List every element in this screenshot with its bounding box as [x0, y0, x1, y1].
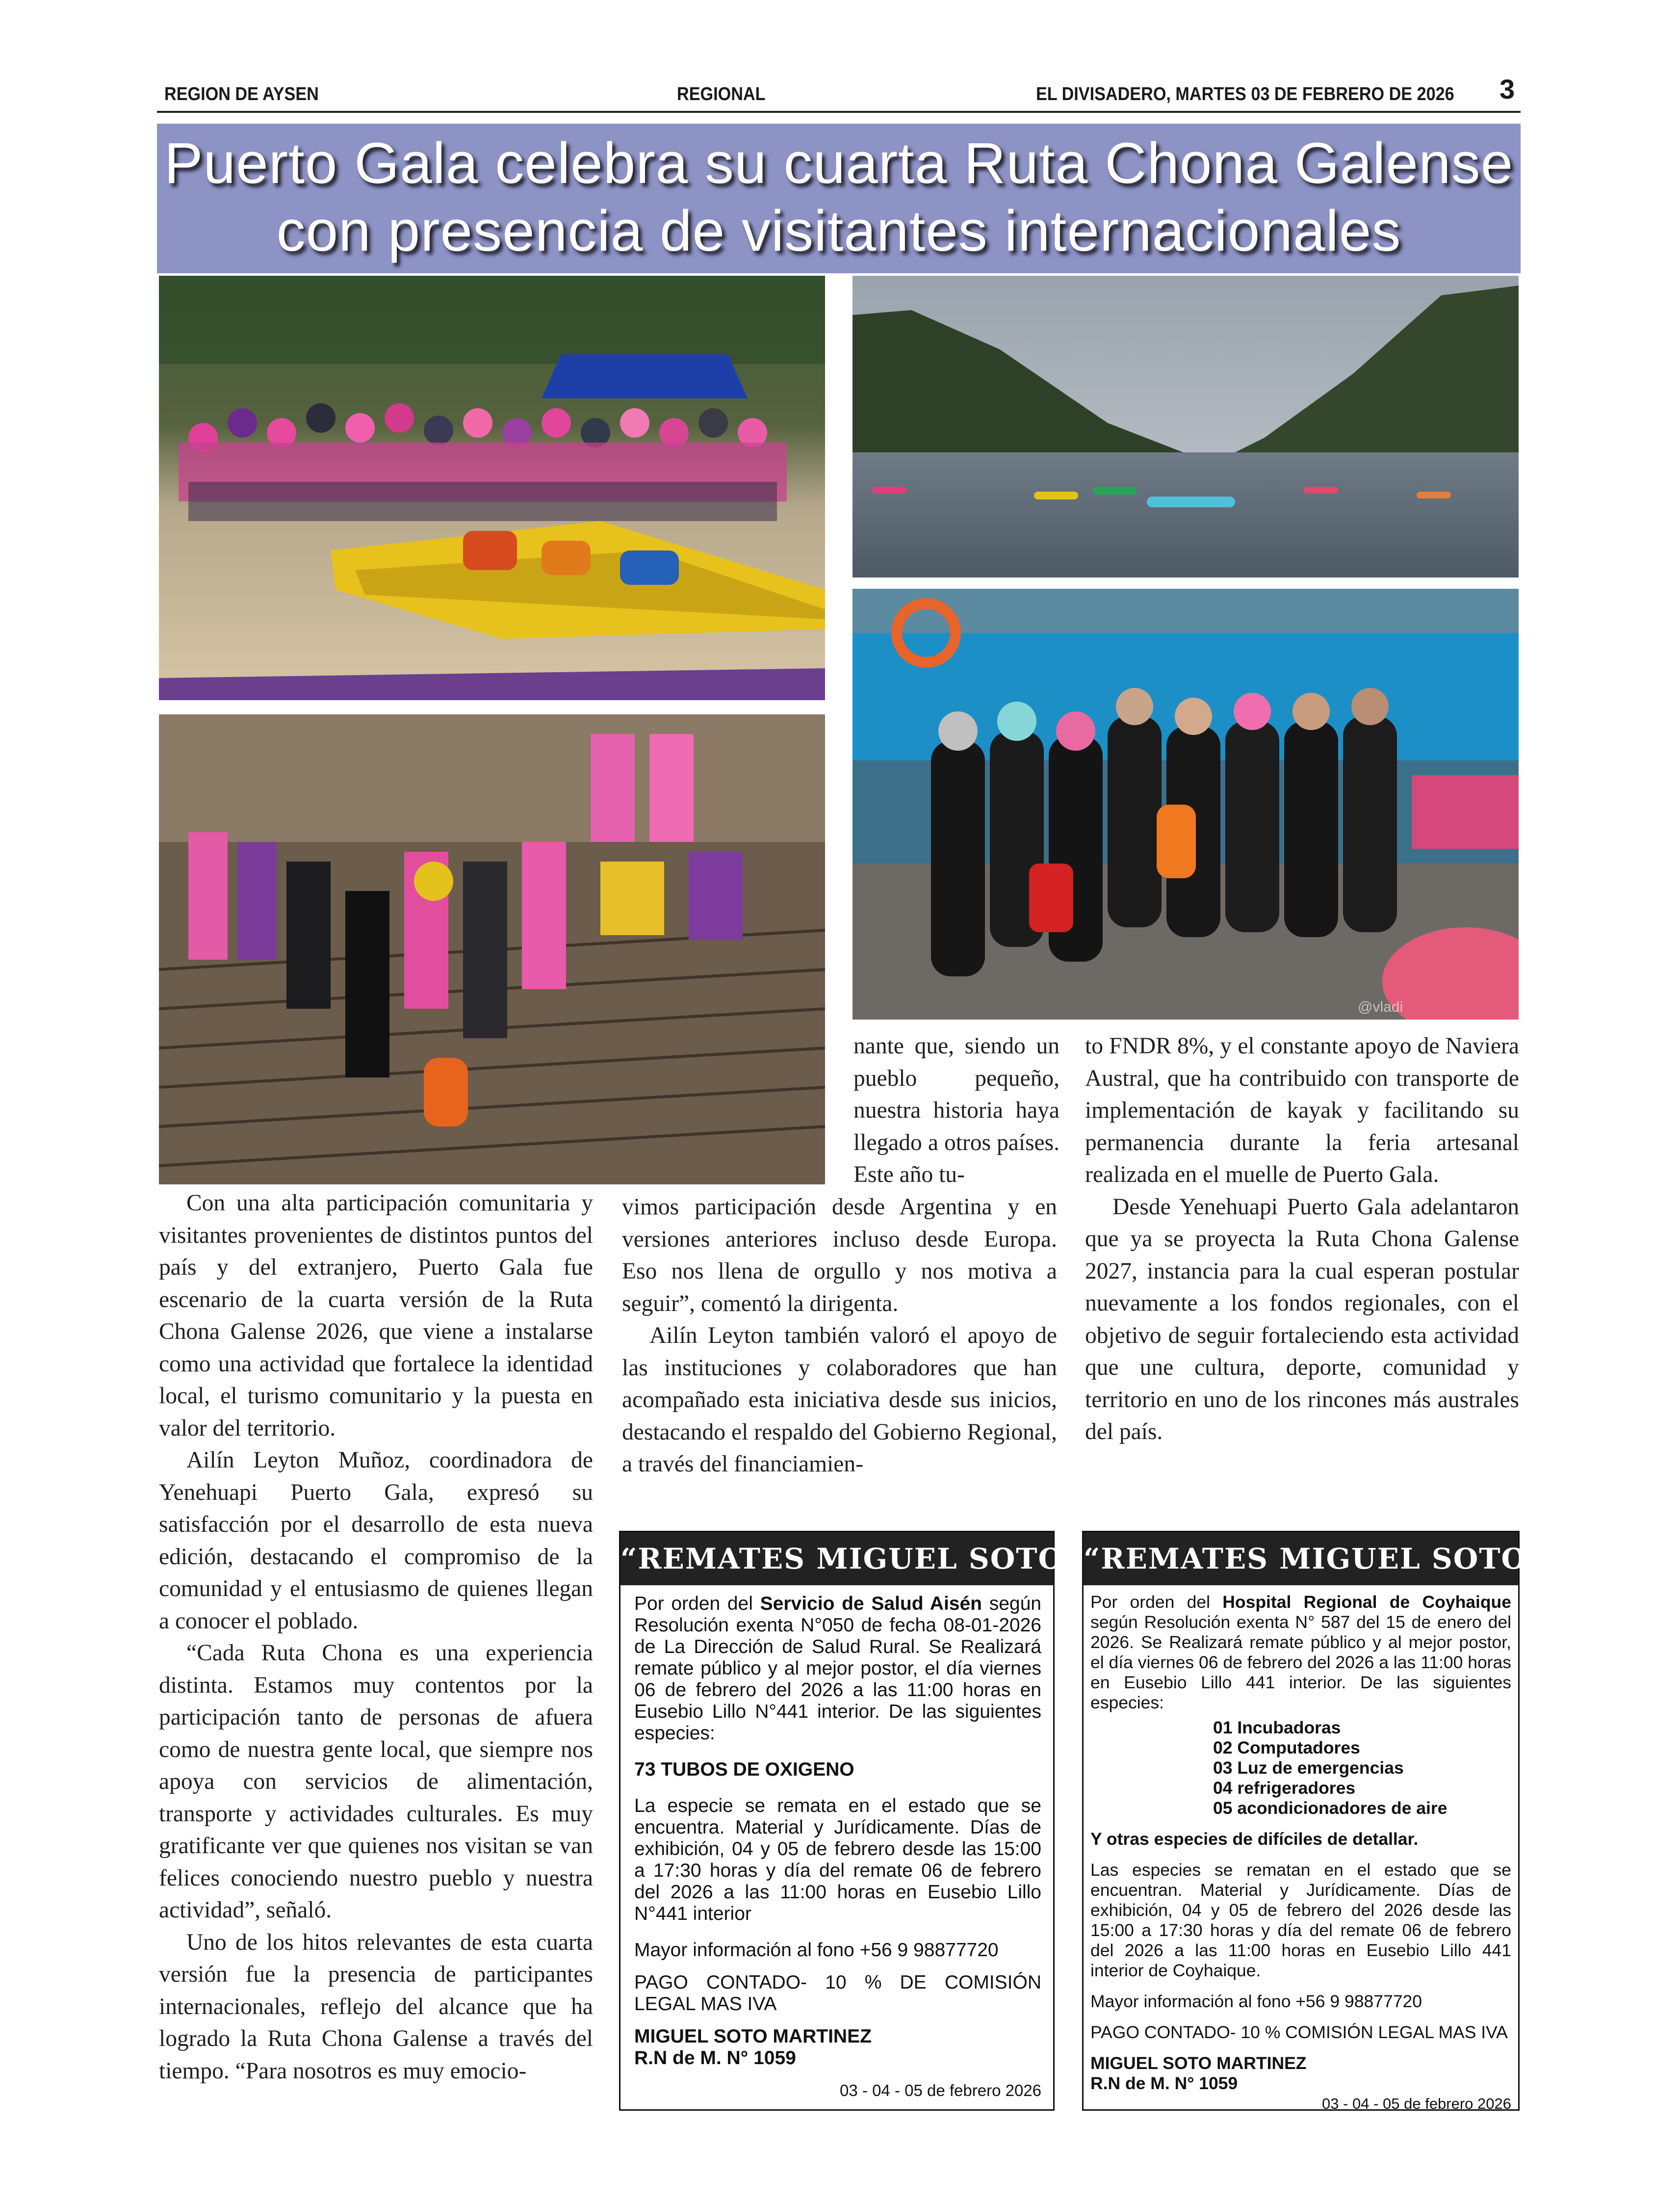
photo-swimmers-boat: [853, 589, 1519, 1020]
auction-conditions: La especie se remata en el estado que se encuentra. Material y Jurídicamente. Días de exhibición, 04 y 05 de febrero desde las 15:00 a 17:30 horas y día del remate 06 de febrero del 2026 a las 11:00 horas en Eusebio Lillo N°441 interior: [634, 1795, 1041, 1924]
header-rule: [157, 111, 1521, 113]
article-paragraph: Ailín Leyton Muñoz, coordinadora de Yenehuapi Puerto Gala, expresó su satisfacción por el desarrollo de esta nueva edición, destacando el compromiso de la comunidad y el entusiasmo de quienes llegan a conocer el poblado.: [159, 1447, 593, 1634]
auction-payment: PAGO CONTADO- 10 % COMISIÓN LEGAL MAS IVA: [1090, 2022, 1508, 2042]
auction-notice-1: [619, 1531, 1082, 2111]
list-item: 05 acondicionadores de aire: [1213, 1798, 1447, 1818]
auction-intro: Por orden del Servicio de Salud Aisén según Resolución exenta N°050 de fecha 08-01-2026 de La Dirección de Salud Rural. Se Realizará remate público y al mejor postor, el día viernes 06 de febrero del 2026 a las 11:00 horas en Eusebio Lillo N°441 interior. De las siguientes especies:: [634, 1593, 1041, 1744]
publication-dates: 03 - 04 - 05 de febrero 2026: [840, 2081, 1041, 2099]
auction-intro: Por orden del Hospital Regional de Coyhaique según Resolución exenta N° 587 del 15 de enero del 2026. Se Realizará remate público y al mejor postor, el día viernes 06 de febrero del 2026 a las 11:00 horas en Eusebio Lillo 441 interior. De las siguientes especies:: [1090, 1592, 1511, 1712]
auction-items-list: [1213, 1718, 1511, 1818]
photo-group-beach-kayaks: [159, 276, 825, 700]
article-paragraph: vimos participación desde Argentina y en versiones anteriores incluso desde Europa. Eso nos llena de orgullo y nos motiva a seguir”, comentó la dirigenta.: [622, 1194, 1057, 1316]
auctioneer-name: MIGUEL SOTO MARTINEZ: [634, 2026, 872, 2047]
paper-date: EL DIVISADERO, MARTES 03 DE FEBRERO DE 2026: [1036, 84, 1454, 105]
article-paragraph: Desde Yenehuapi Puerto Gala adelantaron que ya se proyecta la Ruta Chona Galense 2027, instancia para la cual esperan postular nuevamente a los fondos regionales, con el objetivo de seguir fortaleciendo esta actividad que une cultura, deporte, comunidad y territorio en uno de los rincones más australes del país.: [1085, 1194, 1519, 1444]
headline-line-2: con presencia de visitantes internacionales: [276, 199, 1401, 263]
auction-phone: Mayor información al fono +56 9 98877720: [634, 1940, 999, 1961]
auctioneer-registration: R.N de M. N° 1059: [1090, 2073, 1238, 2093]
section-label-center: REGIONAL: [677, 84, 766, 105]
auctioneer-registration: R.N de M. N° 1059: [634, 2047, 796, 2069]
article-column-2: [622, 1191, 1057, 1481]
auction-other-items: Y otras especies de difíciles de detallar.: [1090, 1829, 1419, 1849]
photo-watermark: @vladi: [1358, 999, 1403, 1015]
auction-notice-heading: “REMATES MIGUEL SOTO”: [1084, 1532, 1518, 1585]
auction-notice-2: [1082, 1531, 1545, 2112]
headline-line-1: Puerto Gala celebra su cuarta Ruta Chona Galense: [164, 131, 1514, 196]
article-column-2-top: [853, 1030, 1060, 1191]
article-paragraph: nante que, siendo un pueblo pequeño, nuestra historia haya llegado a otros países. Este año tu-: [853, 1033, 1060, 1187]
list-item: 03 Luz de emergencias: [1213, 1758, 1404, 1778]
list-item: 02 Computadores: [1213, 1738, 1360, 1757]
page-number: 3: [1499, 74, 1515, 105]
article-column-3: [1085, 1030, 1519, 1448]
article-paragraph: to FNDR 8%, y el constante apoyo de Naviera Austral, que ha contribuido con transporte de implementación de kayak y facilitando su permanencia durante la feria artesanal realizada en el muelle de Puerto Gala.: [1085, 1033, 1519, 1187]
photo-kayaks-fjord: [853, 276, 1519, 577]
ordering-institution: Hospital Regional de Coyhaique: [1222, 1592, 1511, 1612]
auctioneer-name: MIGUEL SOTO MARTINEZ: [1090, 2053, 1307, 2073]
section-label-left: REGION DE AYSEN: [164, 84, 319, 105]
ordering-institution: Servicio de Salud Aisén: [760, 1593, 982, 1614]
auction-item: 73 TUBOS DE OXIGENO: [634, 1759, 854, 1780]
auction-payment: PAGO CONTADO- 10 % DE COMISIÓN LEGAL MAS IVA: [634, 1972, 1041, 2015]
auction-conditions: Las especies se rematan en el estado que se encuentran. Material y Jurídicamente. Días de exhibición, 04 y 05 de febrero del 2026 desde las 15:00 a 17:30 horas y día del remate 06 de febrero del 2026 a las 11:00 horas en Eusebio Lillo 441 interior de Coyhaique.: [1090, 1860, 1511, 1980]
publication-dates: 03 - 04 - 05 de febrero 2026: [1321, 2095, 1511, 2112]
article-paragraph: Con una alta participación comunitaria y visitantes provenientes de distintos puntos del país y del extranjero, Puerto Gala fue escenario de la cuarta versión de la Ruta Chona Galense 2026, que viene a instalarse como una actividad que fortalece la identidad local, el turismo comunitario y la puesta en valor del territorio.: [159, 1190, 593, 1441]
list-item: 01 Incubadoras: [1213, 1718, 1341, 1737]
article-paragraph: Ailín Leyton también valoró el apoyo de las instituciones y colaboradores que han acompañado esta iniciativa desde sus inicios, destacando el respaldo del Gobierno Regional, a través del financiamien-: [622, 1323, 1057, 1477]
headline-banner: [157, 124, 1521, 273]
list-item: 04 refrigeradores: [1213, 1778, 1356, 1798]
photo-swimmers-deck: [159, 714, 825, 1184]
article-column-1: [159, 1187, 593, 2087]
auction-phone: Mayor información al fono +56 9 98877720: [1090, 1992, 1422, 2011]
article-paragraph: Uno de los hitos relevantes de esta cuarta versión fue la presencia de participantes internacionales, reflejo del alcance que ha logrado la Ruta Chona Galense a través del tiempo. “Para nosotros es muy emocio-: [159, 1929, 593, 2084]
auction-notice-heading: “REMATES MIGUEL SOTO”: [620, 1532, 1053, 1585]
article-paragraph: “Cada Ruta Chona es una experiencia distinta. Estamos muy contentos por la participación tanto de personas de afuera como de nuestra gente local, que siempre nos apoya con servicios de alimentación, transporte y actividades culturales. Es muy gratificante ver que quienes nos visitan se van felices conociendo nuestro pueblo y nuestra actividad”, señaló.: [159, 1640, 593, 1923]
